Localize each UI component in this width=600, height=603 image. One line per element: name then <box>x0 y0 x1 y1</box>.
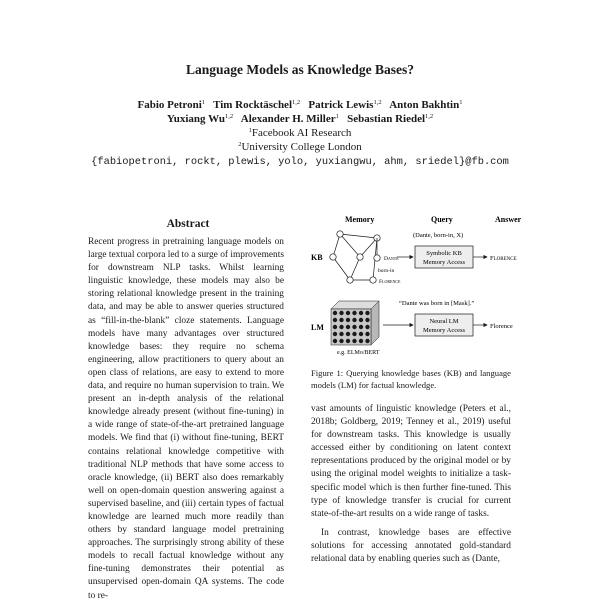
neuron-dot <box>365 332 369 336</box>
kb-box-label-1: Symbolic KB <box>426 250 462 257</box>
figure-1-caption: Figure 1: Querying knowledge bases (KB) and language models (LM) for factual knowledge. <box>311 368 511 390</box>
authors-line-1: Fabio Petroni$^1$ Tim Rocktäschel$^{1,2}$ Patrick Lewis$^{1,2}$ Anton Bakhtin$^1$ <box>137 99 463 111</box>
col-memory-label: Memory <box>345 215 375 224</box>
neuron-dot <box>365 325 369 329</box>
neuron-dot <box>346 318 350 322</box>
neuron-dot <box>352 339 356 343</box>
neuron-dot <box>359 311 363 315</box>
neuron-dot <box>346 311 350 315</box>
neuron-dot <box>333 325 337 329</box>
affiliation-1: $^1$Facebook AI Research <box>248 127 352 139</box>
author-name: Tim Rocktäschel <box>213 99 292 111</box>
neuron-dot <box>359 332 363 336</box>
paragraph: vast amounts of linguistic knowledge (Peters et al., 2018b; Goldberg, 2019; Tenney et al., 2019) useful for downstream tasks. This knowledge is usually accessed either by conditioning on latent context representations produced by the original model or by using the original model weights to initialize a task-specific model which is then further fine-tuned. This type of knowledge transfer is crucial for current state-of-the-art results on a wide range of tasks. <box>311 404 511 519</box>
neuron-dot <box>365 318 369 322</box>
neuron-dot <box>359 318 363 322</box>
neuron-dot <box>339 332 343 336</box>
figure-1 <box>305 212 525 357</box>
author-emails: {fabiopetroni, rockt, plewis, yolo, yuxiangwu, ahm, sriedel}@fb.com <box>91 156 509 168</box>
neuron-dot <box>346 332 350 336</box>
kb-node-dante: Dante <box>384 256 399 262</box>
neuron-dot <box>365 311 369 315</box>
neuron-dot <box>346 339 350 343</box>
affiliation-2: $^2$University College London <box>238 141 362 153</box>
neuron-dot <box>346 325 350 329</box>
author-name: Fabio Petroni <box>137 99 202 111</box>
neuron-dot <box>339 311 343 315</box>
neuron-dot <box>352 318 356 322</box>
author-name: Anton Bakhtin <box>389 99 460 111</box>
authors-line-2: Yuxiang Wu$^{1,2}$ Alexander H. Miller$^1$ Sebastian Riedel$^{1,2}$ <box>166 113 434 125</box>
neuron-dot <box>352 311 356 315</box>
neuron-dot <box>333 311 337 315</box>
lm-answer: Florence <box>490 323 513 330</box>
row-kb-label: KB <box>311 253 323 262</box>
neuron-dot <box>352 332 356 336</box>
kb-box-label-2: Memory Access <box>422 259 466 266</box>
row-lm-label: LM <box>311 323 324 332</box>
neuron-dot <box>339 318 343 322</box>
neuron-dot <box>339 339 343 343</box>
col-query-label: Query <box>431 215 453 224</box>
author-name: Yuxiang Wu <box>166 113 226 125</box>
lm-query-text: “Dante was born in [Mask].” <box>399 300 475 307</box>
neuron-dot <box>365 339 369 343</box>
author-name: Alexander H. Miller <box>240 113 336 125</box>
neuron-dot <box>333 318 337 322</box>
paragraph: In contrast, knowledge bases are effective solutions for accessing annotated gold-standard relational data by enabling queries such as (Dante, <box>311 527 511 565</box>
neuron-dot <box>333 332 337 336</box>
kb-graph <box>330 231 380 283</box>
neuron-dot <box>359 325 363 329</box>
lm-box-label-1: Neural LM <box>429 318 459 325</box>
author-name: Patrick Lewis <box>308 99 374 111</box>
paper-title: Language Models as Knowledge Bases? <box>185 62 415 77</box>
author-name: Sebastian Riedel <box>347 113 426 125</box>
neuron-dot <box>359 339 363 343</box>
kb-edge-born-in: born-in <box>378 268 395 274</box>
abstract-heading: Abstract <box>166 218 210 230</box>
intro-text <box>311 403 511 566</box>
lm-box-label-2: Memory Access <box>422 327 466 334</box>
neuron-dot <box>333 339 337 343</box>
lm-model-label: e.g. ELMo/BERT <box>337 350 380 356</box>
kb-node-florence: Florence <box>379 279 401 285</box>
lm-neural-cube <box>331 301 379 345</box>
col-answer-label: Answer <box>495 215 522 224</box>
neuron-dot <box>352 325 356 329</box>
kb-answer: Florence <box>490 255 517 262</box>
neuron-dot <box>339 325 343 329</box>
abstract-text: Recent progress in pretraining language models on large textual corpora led to a surge of improvements for downstream NLP tasks. Whilst learning linguistic knowledge, these models may also be storing relational knowledge present in the training data, and may be able to answer queries structured as “fill-in-the-blank” cloze statements. Language models have many advantages over structured knowledge bases: they require no schema engineering, allow practitioners to query about an open class of relations, are easy to extend to more data, and require no human supervision to train. We present an in-depth analysis of the relational knowledge already present (without fine-tuning) in a wide range of state-of-the-art pretrained language models. We find that (i) without fine-tuning, BERT contains relational knowledge competitive with traditional NLP methods that have some access to oracle knowledge, (ii) BERT also does remarkably well on open-domain question answering against a supervised baseline, and (iii) certain types of factual knowledge are learned much more readily than others by standard language model pretraining approaches. The surprisingly strong ability of these models to recall factual knowledge without any fine-tuning demonstrates their potential as unsupervised open-domain QA systems. The code to re- <box>88 237 284 601</box>
kb-query-text: (Dante, born-in, X) <box>413 232 464 239</box>
